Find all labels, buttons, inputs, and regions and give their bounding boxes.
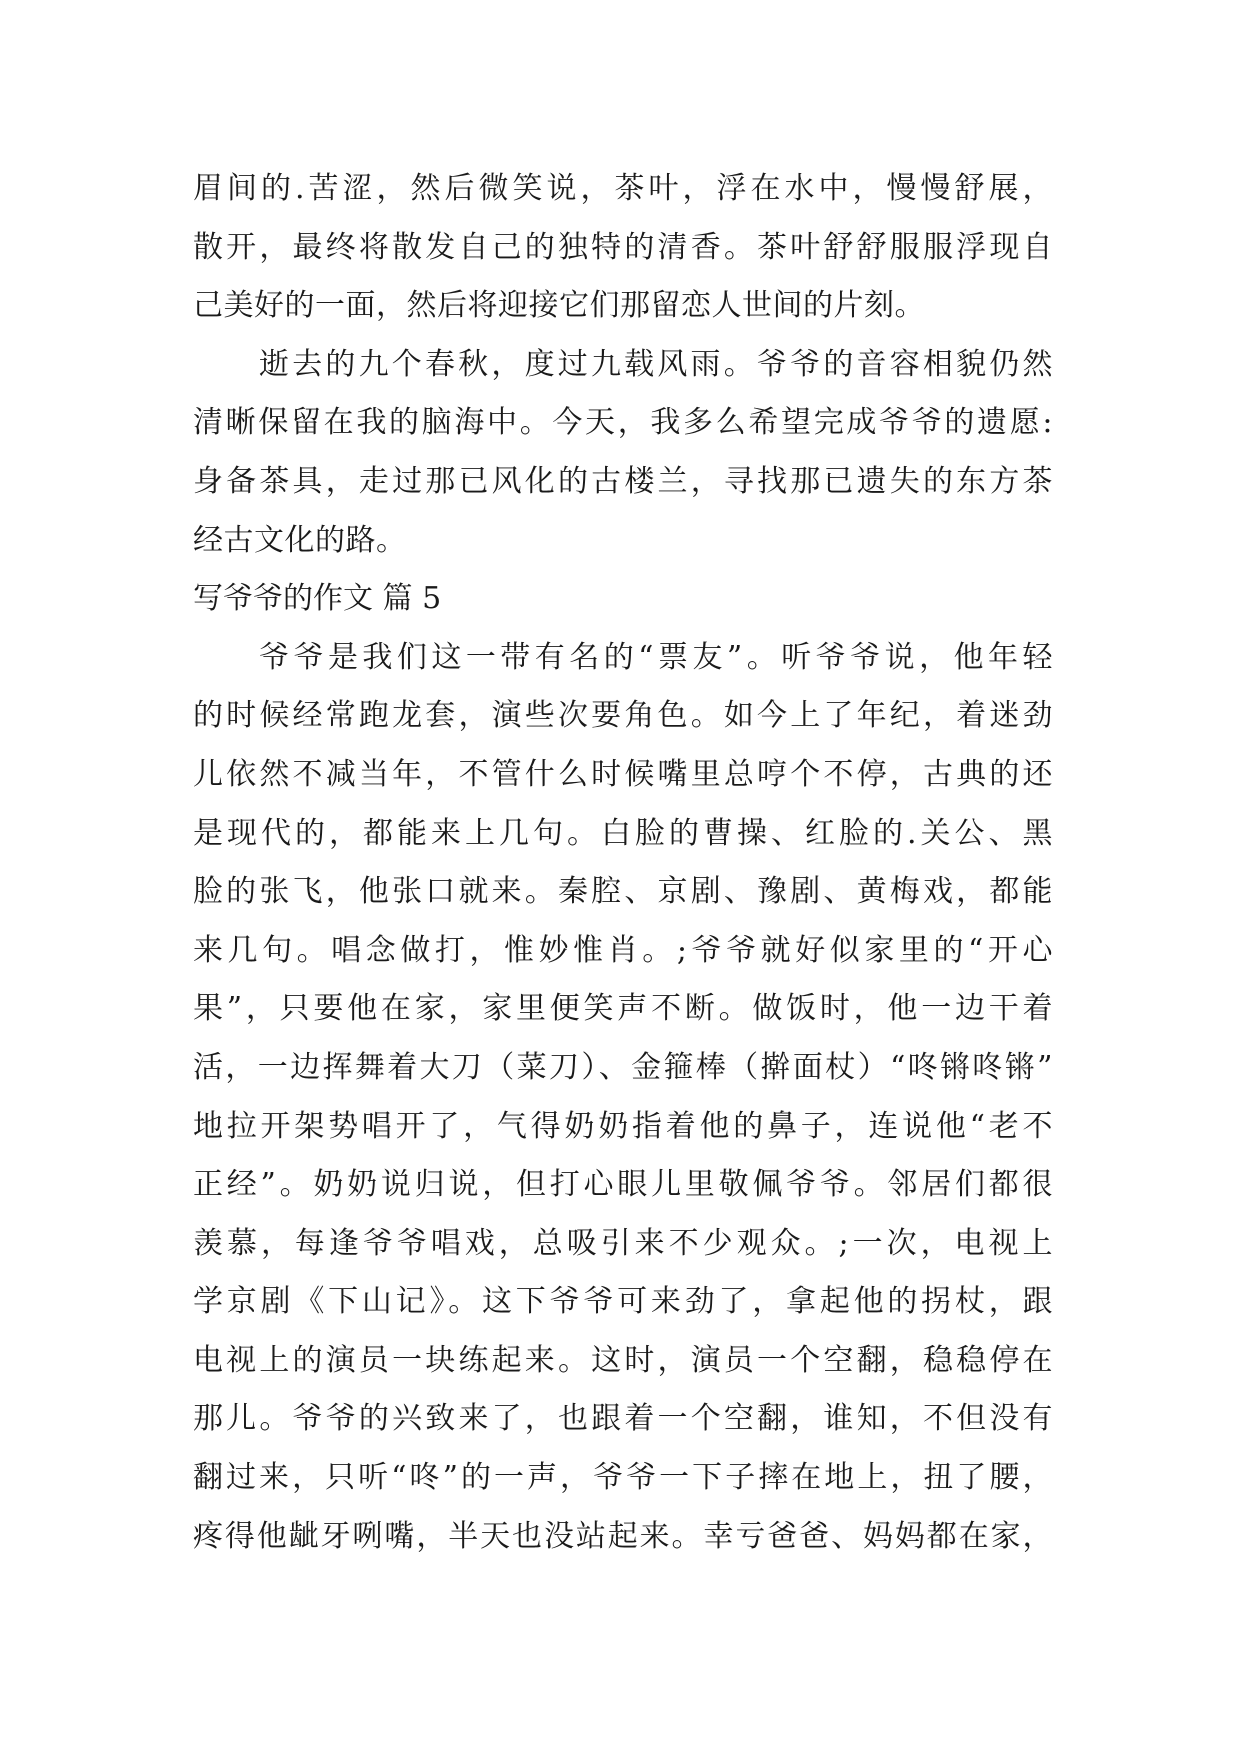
paragraph-line: 那儿。爷爷的兴致来了，也跟着一个空翻，谁知，不但没有 [193, 1401, 1053, 1437]
paragraph-line: 正经”。奶奶说归说，但打心眼儿里敬佩爷爷。邻居们都很 [193, 1167, 1053, 1203]
paragraph-line: 身备茶具，走过那已风化的古楼兰，寻找那已遗失的东方茶 [193, 463, 1053, 499]
paragraph-line: 脸的张飞，他张口就来。秦腔、京剧、豫剧、黄梅戏，都能 [193, 874, 1053, 910]
paragraph-line: 爷爷是我们这一带有名的“票友”。听爷爷说，他年轻 [259, 639, 1053, 675]
section-heading: 写爷爷的作文 篇 5 [193, 581, 442, 617]
paragraph-line: 的时候经常跑龙套，演些次要角色。如今上了年纪，着迷劲 [193, 698, 1053, 734]
paragraph-line: 散开，最终将散发自己的独特的清香。茶叶舒舒服服浮现自 [193, 229, 1053, 265]
paragraph-line: 儿依然不减当年，不管什么时候嘴里总哼个不停，古典的还 [193, 756, 1053, 792]
paragraph-line: 地拉开架势唱开了，气得奶奶指着他的鼻子，连说他“老不 [193, 1108, 1053, 1144]
paragraph-line: 经古文化的路。 [193, 522, 407, 558]
paragraph-line: 清晰保留在我的脑海中。今天，我多么希望完成爷爷的遗愿: [193, 405, 1053, 441]
paragraph-line: 翻过来，只听“咚”的一声，爷爷一下子摔在地上，扭了腰， [193, 1460, 1053, 1496]
paragraph-line: 眉间的.苦涩，然后微笑说，茶叶，浮在水中，慢慢舒展， [193, 171, 1053, 206]
paragraph-line: 活，一边挥舞着大刀（菜刀）、金箍棒（擀面杖）“咚锵咚锵” [193, 1049, 1053, 1085]
paragraph-line: 学京剧《下山记》。这下爷爷可来劲了，拿起他的拐杖，跟 [193, 1284, 1053, 1320]
paragraph-line: 来几句。唱念做打，惟妙惟肖。;爷爷就好似家里的“开心 [193, 932, 1053, 968]
paragraph-line: 己美好的一面，然后将迎接它们那留恋人世间的片刻。 [193, 288, 925, 324]
essay-body [193, 160, 1053, 1566]
paragraph-line: 疼得他龇牙咧嘴，半天也没站起来。幸亏爸爸、妈妈都在家， [193, 1518, 1053, 1554]
paragraph-line: 果”，只要他在家，家里便笑声不断。做饭时，他一边干着 [193, 991, 1053, 1027]
paragraph-line: 是现代的，都能来上几句。白脸的曹操、红脸的.关公、黑 [193, 815, 1053, 851]
paragraph-line: 逝去的九个春秋，度过九载风雨。爷爷的音容相貌仍然 [259, 346, 1053, 382]
paragraph-line: 电视上的演员一块练起来。这时，演员一个空翻，稳稳停在 [193, 1342, 1053, 1378]
paragraph-line: 羡慕，每逢爷爷唱戏，总吸引来不少观众。;一次，电视上 [193, 1225, 1053, 1261]
